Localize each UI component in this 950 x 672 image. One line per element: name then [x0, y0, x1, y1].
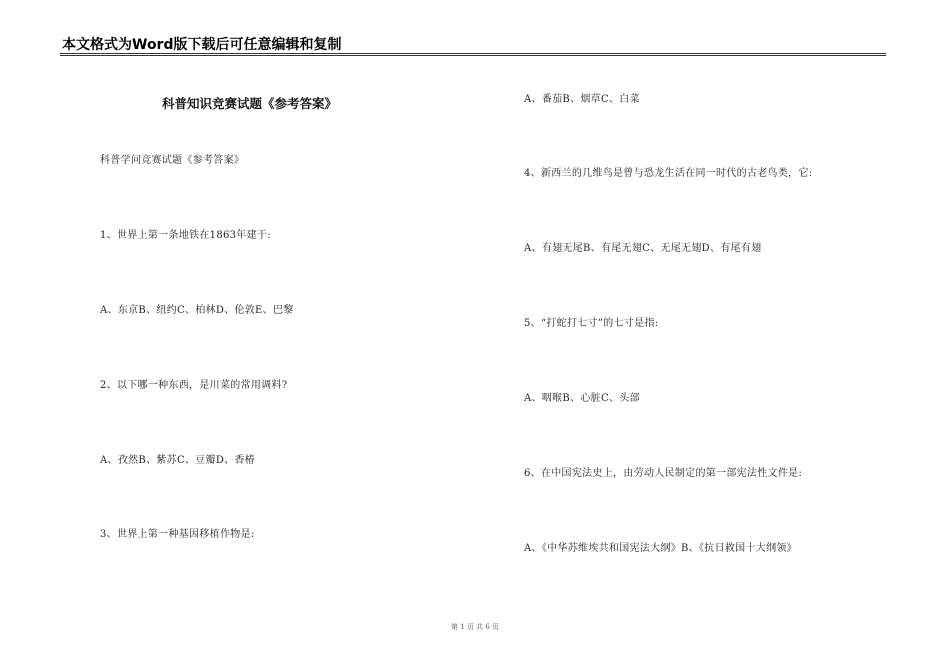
question-line: 6、在中国宪法史上，由劳动人民制定的第一部宪法性文件是:	[524, 468, 803, 479]
document-title: 科普知识竞赛试题《参考答案》	[162, 96, 338, 111]
subtitle-line: 科普学问竞赛试题《参考答案》	[100, 155, 245, 166]
header-title: 本文格式为Word版下载后可任意编辑和复制	[62, 37, 342, 53]
question-line: 1、世界上第一条地铁在1863年建于:	[100, 230, 271, 241]
answer-options-line: A、《中华苏维埃共和国宪法大纲》B、《抗日救国十大纲领》	[524, 543, 797, 554]
answer-options-line: A、咽喉B、心脏C、头部	[524, 393, 640, 404]
page-number: 第 1 页 共 6 页	[450, 623, 500, 631]
answer-options-line: A、东京B、纽约C、柏林D、伦敦E、巴黎	[100, 305, 294, 316]
question-line: 2、以下哪一种东西，是川菜的常用调料?	[100, 380, 288, 391]
answer-options-line: A、番茄B、烟草C、白菜	[524, 94, 640, 105]
header-divider	[60, 55, 886, 56]
question-line: 4、新西兰的几维鸟是曾与恐龙生活在同一时代的古老鸟类，它:	[524, 168, 813, 179]
answer-options-line: A、孜然B、紫苏C、豆瓣D、香椿	[100, 455, 256, 466]
question-line: 3、世界上第一种基因移植作物是:	[100, 529, 255, 540]
question-line: 5、“打蛇打七寸”的七寸是指:	[524, 318, 659, 329]
header-divider	[60, 53, 886, 54]
answer-options-line: A、有翅无尾B、有尾无翅C、无尾无翅D、有尾有翅	[524, 243, 762, 254]
